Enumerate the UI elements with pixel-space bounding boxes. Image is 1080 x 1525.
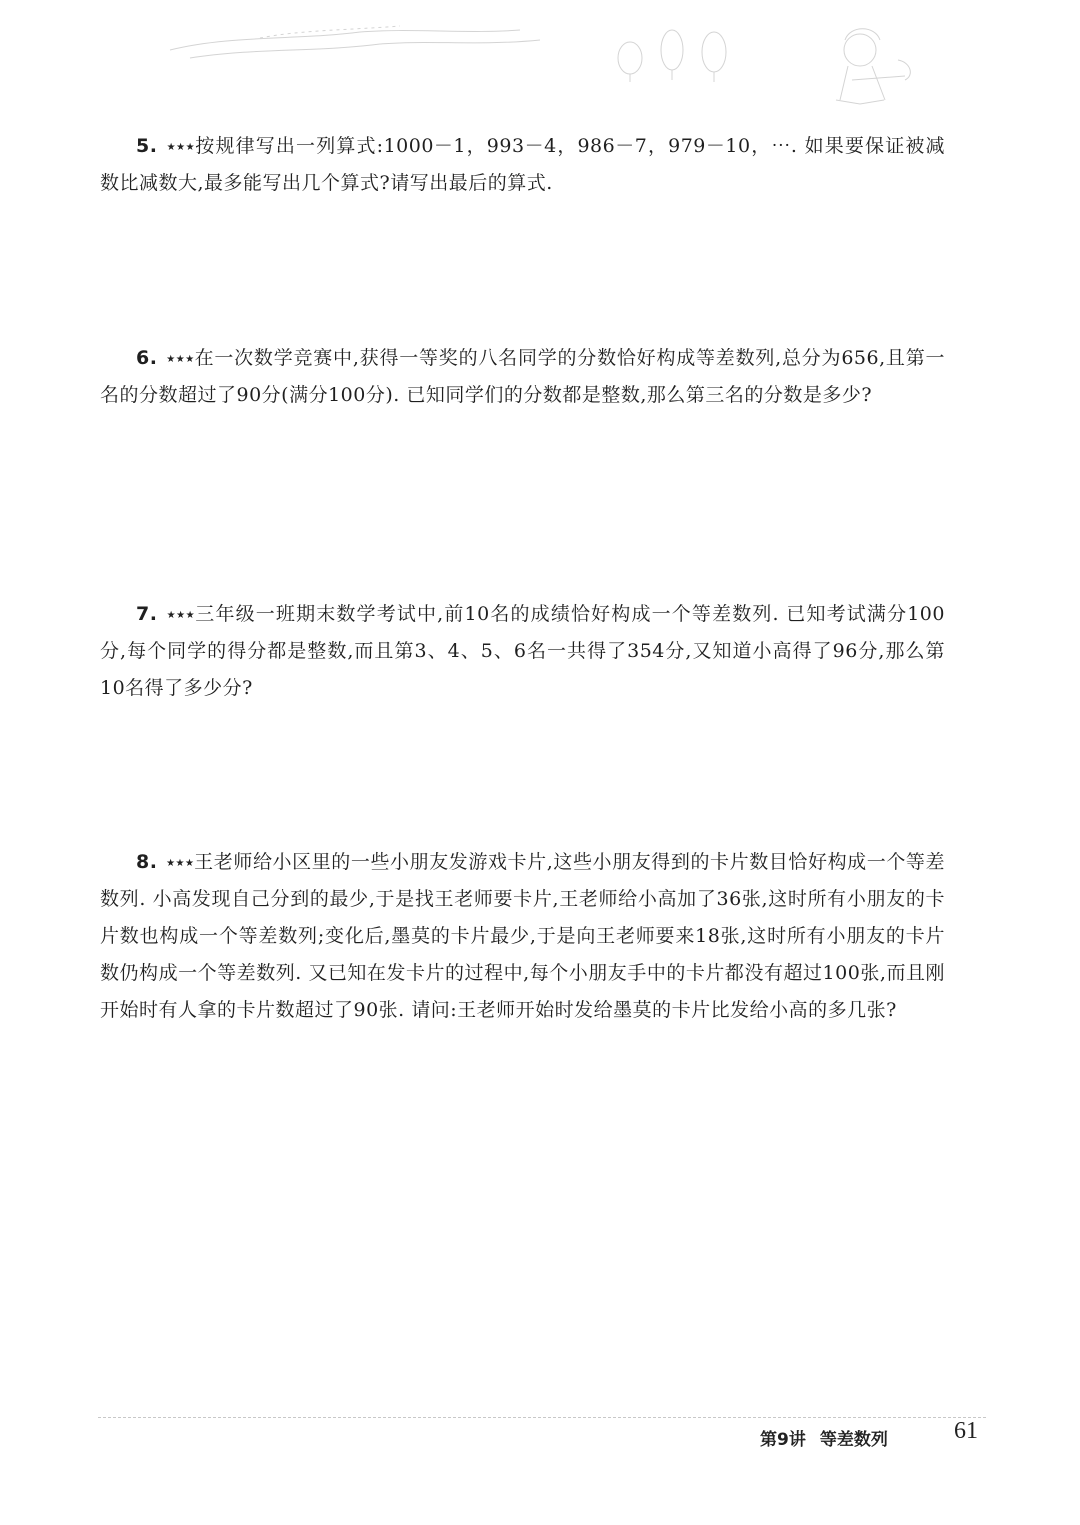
problem-number: 8. <box>136 851 158 873</box>
problem-text: 三年级一班期末数学考试中,前10名的成绩恰好构成一个等差数列. 已知考试满分100分,每个同学的得分都是整数,而且第3、4、5、6名一共得了354分,又知道小高得了96分,那么第10名得了多少分? <box>100 603 945 699</box>
problem-text: 王老师给小区里的一些小朋友发游戏卡片,这些小朋友得到的卡片数目恰好构成一个等差数列. 小高发现自己分到的最少,于是找王老师要卡片,王老师给小高加了36张,这时所有小朋友的卡片数也构成一个等差数列;变化后,墨莫的卡片最少,于是向王老师要来18张,这时所有小朋友的卡片数仍构成一个等差数列. 又已知在发卡片的过程中,每个小朋友手中的卡片都没有超过100张,而且刚开始时有人拿的卡片数超过了90张. 请问:王老师开始时发给墨莫的卡片比发给小高的多几张? <box>100 851 946 1021</box>
difficulty-stars-icon: ★★★ <box>166 609 196 621</box>
difficulty-stars-icon: ★★★ <box>166 141 196 153</box>
difficulty-stars-icon: ★★★ <box>166 857 195 869</box>
running-footer <box>760 1425 888 1450</box>
header-illustration <box>0 0 1080 130</box>
problem-number: 5. <box>136 135 158 157</box>
problem-7 <box>100 596 945 707</box>
problem-6 <box>100 340 945 414</box>
problem-number: 7. <box>136 603 158 625</box>
footer-divider <box>98 1417 986 1418</box>
problem-text: 按规律写出一列算式:1000－1，993－4，986－7，979－10，⋯. 如果要保证被减数比减数大,最多能写出几个算式?请写出最后的算式. <box>100 135 946 194</box>
page-number: 61 <box>954 1418 978 1444</box>
lecture-topic: 等差数列 <box>819 1430 888 1450</box>
problem-text: 在一次数学竞赛中,获得一等奖的八名同学的分数恰好构成等差数列,总分为656,且第一名的分数超过了90分(满分100分). 已知同学们的分数都是整数,那么第三名的分数是多少? <box>100 347 945 406</box>
lecture-label: 第9讲 <box>760 1430 806 1450</box>
problem-5 <box>100 128 945 202</box>
difficulty-stars-icon: ★★★ <box>166 353 195 365</box>
problem-number: 6. <box>136 347 158 369</box>
problem-8 <box>100 844 945 1029</box>
